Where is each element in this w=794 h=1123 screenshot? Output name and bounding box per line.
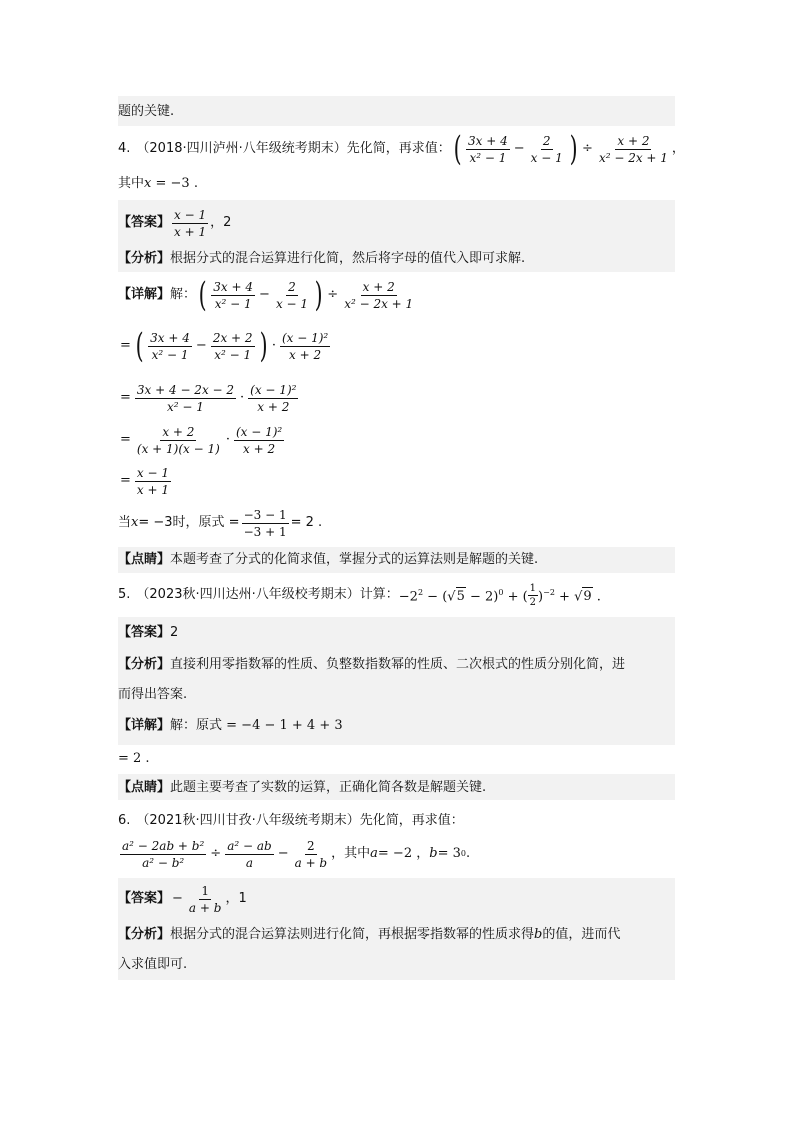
fraction: $\frac{x + 2}{\text{x² − 2x + 1}}$ (598, 133, 668, 165)
answer-line: 【答案】2 (118, 625, 179, 640)
question-6: 6. （2021秋·四川甘孜·八年级统考期末）先化简，再求值： (118, 813, 464, 828)
fraction: $\frac{3x + 4}{\text{x² − 1}}$ (468, 133, 508, 165)
detail-result: = 2 . (118, 751, 150, 766)
detail-label: 【详解】 (118, 287, 171, 302)
comment-line: 【点睛】此题主要考查了实数的运算，正确化简各数是解题关键. (118, 780, 487, 795)
answer-block-prev (118, 96, 675, 126)
question-number: 4. (118, 141, 131, 156)
detail-line: 【详解】 解： ( $\frac{3x + 4}{\text{x² − 1}}$ − $\frac{2}{x - 1}$ ) ÷ $\frac{x + 2}{\text{x² − 2x + 1}}$ (118, 275, 414, 315)
step-3: = $\frac{x + 2}{(x + 1)(x - 1)}$ · $\frac{\text{(x − 1)²}}{x + 2}$ (120, 424, 283, 456)
step-2: = $\frac{3x + 4 - 2x - 2}{\text{x² − 1}}$ · $\frac{\text{(x − 1)²}}{x + 2}$ (120, 382, 297, 414)
analysis-line: 【分析】根据分式的混合运算进行化简，然后将字母的值代入即可求解. (118, 251, 526, 266)
left-paren: ( (453, 129, 462, 169)
q5-expression: $-2^2 - (√5 - 2)^0$ + ( (398, 587, 528, 605)
answer-line: 【答案】 $\frac{x - 1}{x + 1}$ ，2 (118, 207, 232, 239)
question-6-expression: $\frac{\text{a² − 2ab + b²}}{\text{a² − b²}}$ ÷ $\frac{\text{a² − ab}}{a}$ − $\frac{2}{a + b}$ ，其中 a = −2 ， b = 3 0 . (122, 838, 471, 870)
step-4: = $\frac{x - 1}{x + 1}$ (120, 465, 169, 497)
analysis-line: 【分析】直接利用零指数幂的性质、负整数指数幂的性质、二次根式的性质分别化简，进 (118, 657, 626, 672)
analysis-line-2: 入求值即可. (118, 957, 188, 972)
fraction: $\frac{2}{x - 1}$ (530, 133, 563, 165)
substitution-line: 当 x = −3时，原式 = $\frac{-3 - 1}{-3 + 1}$ = 2 . (118, 507, 323, 539)
detail-line: 【详解】解：原式 = −4 − 1 + 4 + 3 (118, 718, 343, 733)
analysis-line-2: 而得出答案. (118, 687, 188, 702)
answer-line: 【答案】 − $\frac{1}{a + b}$ ，1 (118, 883, 247, 915)
analysis-line: 【分析】根据分式的混合运算法则进行化简，再根据零指数幂的性质求得b的值，进而代 (118, 927, 621, 942)
answer-label: 【答案】 (118, 215, 171, 230)
question-5: 5. （2023秋·四川达州·八年级校考期末）计算： $-2^2 - (√5 - 2)^0$ + ( $\frac{1}{2}$ )$^{-2}$ + √9 . (118, 582, 601, 608)
question-4-condition: 其中x = −3 . (118, 176, 198, 191)
prev-fragment: 题的关键. (118, 104, 175, 119)
step-1: = ( $\frac{3x + 4}{\text{x² − 1}}$ − $\frac{2x + 2}{\text{x² − 1}}$ ) · $\frac{\text{(x − 1)²}}{x + 2}$ (120, 326, 329, 366)
right-paren: ) (569, 129, 578, 169)
answer-fraction: $\frac{x - 1}{x + 1}$ (174, 207, 207, 239)
question-source: （2018·四川泸州·八年级统考期末）先化简，再求值： (136, 141, 451, 156)
question-4: 4. （2018·四川泸州·八年级统考期末）先化简，再求值： ( $\frac{3x + 4}{\text{x² − 1}}$ − $\frac{2}{x - 1}$ ) ÷ $\frac{x + 2}{\text{x² − 2x + 1}}$ ， (118, 129, 685, 169)
comment-line: 【点睛】本题考查了分式的化简求值，掌握分式的运算法则是解题的关键. (118, 552, 539, 567)
